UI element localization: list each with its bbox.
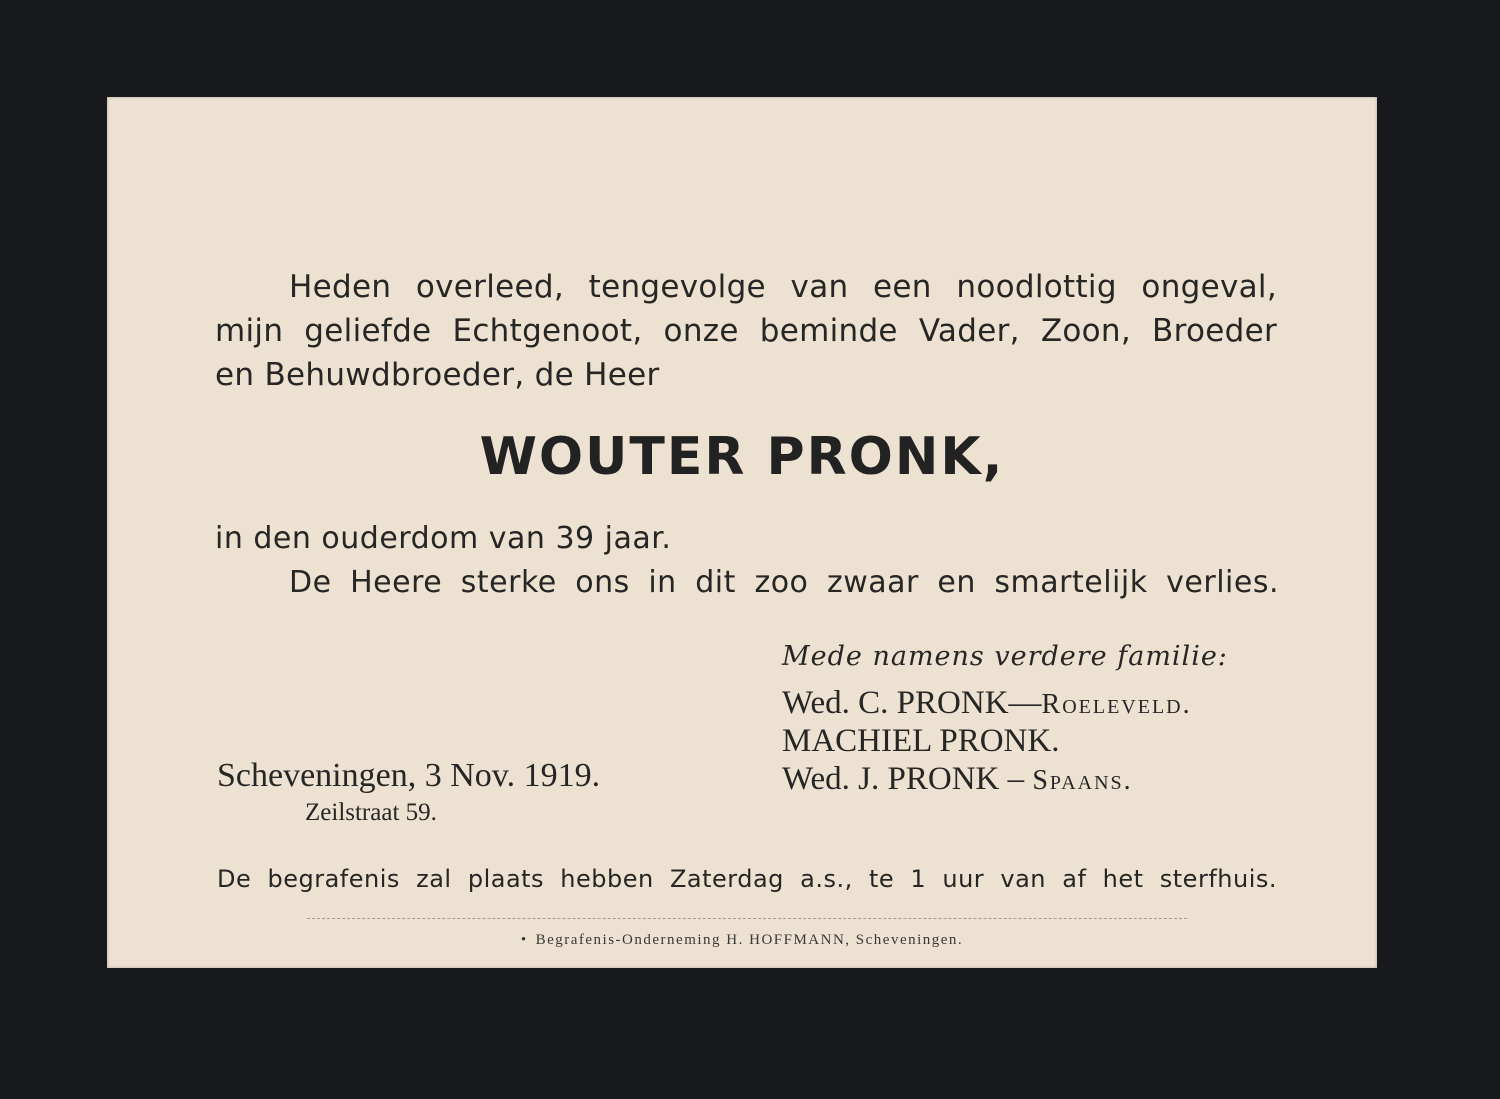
mourning-card — [107, 97, 1377, 968]
deceased-name: WOUTER PRONK, — [479, 427, 1005, 487]
family-member — [782, 685, 1192, 723]
family-member — [782, 761, 1192, 799]
intro-line-1: Heden overleed, tengevolge van een noodlottig ongeval, — [289, 269, 1277, 305]
divider — [307, 918, 1187, 919]
verse-line: De Heere sterke ons in dit zoo zwaar en smartelijk verlies. — [289, 565, 1279, 600]
family-list — [782, 685, 1192, 799]
street-address: Zeilstraat 59. — [305, 799, 437, 826]
family-member-name: MACHIEL PRONK. — [782, 723, 1060, 759]
family-member-name: Wed. C. PRONK— — [782, 685, 1042, 721]
family-member-suffix: Roeleveld. — [1041, 689, 1192, 720]
imprint-text: Begrafenis-Onderneming H. HOFFMANN, Scheveningen. — [535, 932, 964, 948]
announcement-intro — [215, 265, 1277, 397]
family-member — [782, 723, 1192, 761]
age-line: in den ouderdom van 39 jaar. — [215, 521, 672, 556]
printer-imprint — [107, 932, 1377, 949]
intro-line-2: mijn geliefde Echtgenoot, onze beminde Vader, Zoon, Broeder — [215, 313, 1277, 349]
place-date: Scheveningen, 3 Nov. 1919. — [217, 757, 601, 794]
imprint-mark: • — [520, 932, 528, 948]
family-intro: Mede namens verdere familie: — [782, 641, 1228, 672]
intro-line-3: en Behuwdbroeder, de Heer — [215, 357, 660, 393]
family-member-name: Wed. J. PRONK – — [782, 761, 1033, 797]
family-member-suffix: Spaans. — [1032, 765, 1133, 796]
funeral-notice: De begrafenis zal plaats hebben Zaterdag a.s., te 1 uur van af het sterfhuis. — [217, 865, 1277, 893]
